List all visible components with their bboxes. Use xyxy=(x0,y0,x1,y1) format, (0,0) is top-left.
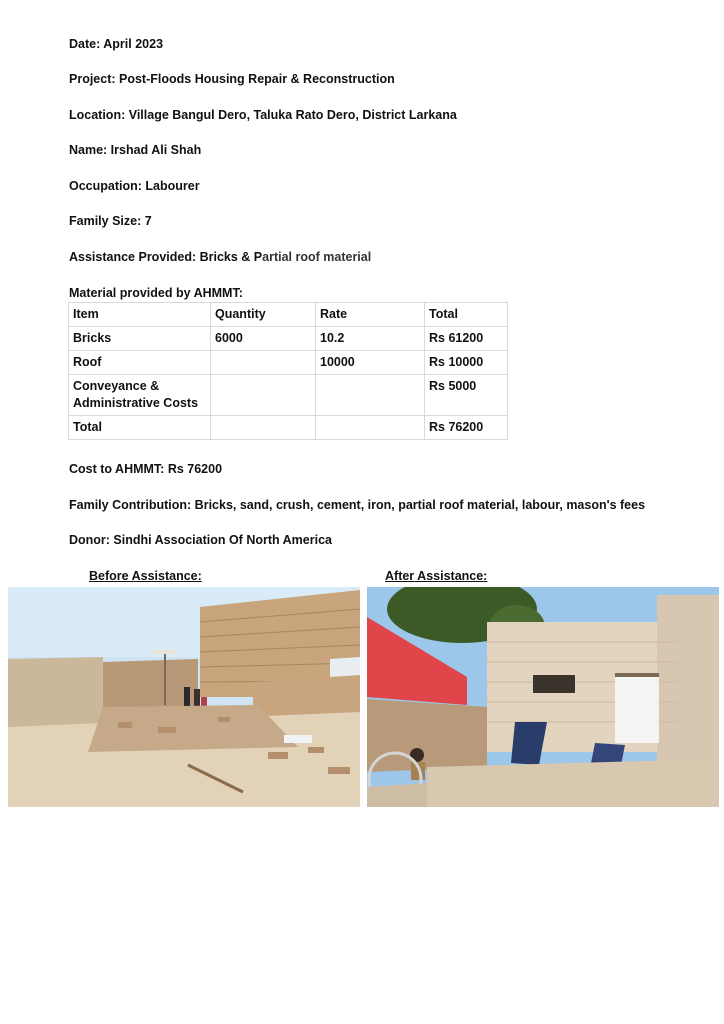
material-table xyxy=(68,302,508,440)
table-cell xyxy=(211,416,316,440)
after-photo xyxy=(367,587,719,807)
table-header-cell: Rate xyxy=(316,303,425,327)
occupation-line: Occupation: Labourer xyxy=(69,179,200,193)
table-header-cell: Total xyxy=(425,303,508,327)
name-line: Name: Irshad Ali Shah xyxy=(69,143,202,157)
table-cell: 6000 xyxy=(211,327,316,351)
table-cell: Bricks xyxy=(69,327,211,351)
table-total-row xyxy=(69,416,508,440)
table-cell: Roof xyxy=(69,351,211,375)
date-line: Date: April 2023 xyxy=(69,37,164,51)
table-cell: Conveyance & Administrative Costs xyxy=(69,375,211,416)
table-cell xyxy=(316,416,425,440)
location-line: Location: Village Bangul Dero, Taluka Rato Dero, District Larkana xyxy=(69,108,457,122)
cost-line: Cost to AHMMT: Rs 76200 xyxy=(69,462,223,476)
table-cell: Total xyxy=(69,416,211,440)
table-header-cell: Quantity xyxy=(211,303,316,327)
before-photo xyxy=(8,587,360,807)
table-cell: Rs 61200 xyxy=(425,327,508,351)
assistance-line xyxy=(69,250,371,264)
donor-line: Donor: Sindhi Association Of North America xyxy=(69,533,332,547)
material-heading: Material provided by AHMMT: xyxy=(69,286,243,300)
family-size-line: Family Size: 7 xyxy=(69,214,152,228)
table-cell xyxy=(211,375,316,416)
assistance-rest: artial roof material xyxy=(262,250,372,264)
table-cell: Rs 76200 xyxy=(425,416,508,440)
table-cell: 10.2 xyxy=(316,327,425,351)
table-cell: 10000 xyxy=(316,351,425,375)
assistance-main: Assistance Provided: Bricks & P xyxy=(69,250,263,264)
table-row xyxy=(69,327,508,351)
after-caption: After Assistance: xyxy=(385,569,488,583)
before-caption: Before Assistance: xyxy=(89,569,202,583)
table-header-cell: Item xyxy=(69,303,211,327)
table-cell xyxy=(316,375,425,416)
project-line: Project: Post-Floods Housing Repair & Reconstruction xyxy=(69,72,395,86)
table-header-row xyxy=(69,303,508,327)
contribution-line: Family Contribution: Bricks, sand, crush, cement, iron, partial roof material, labour, mason's fees xyxy=(69,498,646,512)
table-row xyxy=(69,351,508,375)
table-cell: Rs 10000 xyxy=(425,351,508,375)
table-cell xyxy=(211,351,316,375)
table-cell: Rs 5000 xyxy=(425,375,508,416)
table-row xyxy=(69,375,508,416)
